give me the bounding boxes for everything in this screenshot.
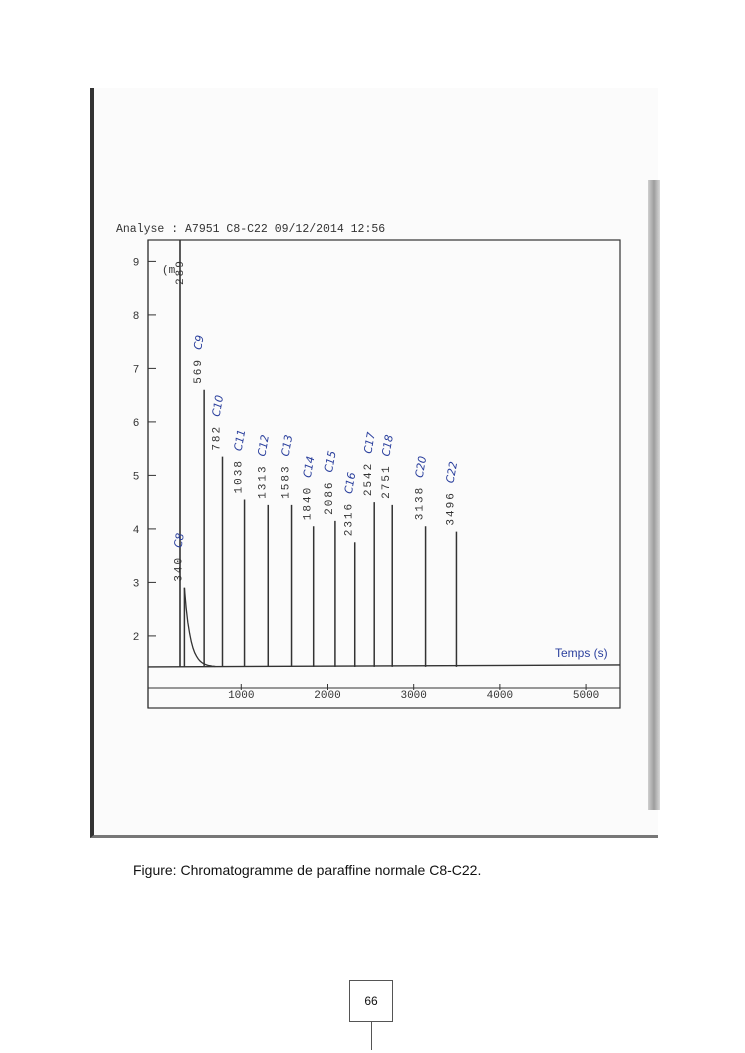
y-tick-label: 3 xyxy=(132,578,140,591)
compound-label: C14 xyxy=(300,455,318,479)
chart-title: Analyse : A7951 C8-C22 09/12/2014 12:56 xyxy=(116,223,386,236)
solvent-peak-label: 289 xyxy=(175,259,187,285)
x-tick-label: 1000 xyxy=(228,690,255,702)
x-tick-label: 3000 xyxy=(400,690,427,702)
page-number: 66 xyxy=(349,980,393,1022)
compound-label: C9 xyxy=(191,334,207,351)
y-tick-label: 4 xyxy=(132,524,140,537)
compound-label: C20 xyxy=(412,455,430,479)
compound-label: C16 xyxy=(341,471,359,495)
solvent-tail xyxy=(184,588,215,667)
x-tick-label: 4000 xyxy=(486,690,514,702)
compound-label: C12 xyxy=(255,433,272,458)
peak-label: 1840 xyxy=(302,485,315,521)
y-tick-label: 9 xyxy=(132,257,140,270)
compound-label: C13 xyxy=(278,433,296,458)
x-axis-label: Temps (s) xyxy=(555,646,608,660)
peak-label: 2542 xyxy=(363,461,376,497)
peak-label: 1583 xyxy=(280,464,293,499)
y-axis xyxy=(133,240,156,708)
peak-label: 3138 xyxy=(414,485,427,521)
compound-label: C8 xyxy=(171,532,187,549)
y-tick-label: 8 xyxy=(132,310,140,323)
x-tick-label: 2000 xyxy=(314,690,341,702)
figure-caption: Figure: Chromatogramme de paraffine normale C8-C22. xyxy=(133,862,482,878)
page-number-stem xyxy=(371,1022,372,1050)
y-tick-label: 6 xyxy=(132,417,140,430)
y-tick-label: 7 xyxy=(132,364,140,377)
y-tick-label: 5 xyxy=(132,471,140,484)
peak-label: 2086 xyxy=(323,480,336,515)
x-axis xyxy=(148,684,620,702)
baseline xyxy=(148,665,620,667)
compound-label: C10 xyxy=(209,394,227,418)
x-tick-label: 5000 xyxy=(572,690,600,702)
peak-label: 1313 xyxy=(257,464,270,499)
peak-label: 569 xyxy=(193,357,206,384)
compound-label: C15 xyxy=(322,449,339,474)
compound-label: C18 xyxy=(379,433,396,458)
peak-label: 1038 xyxy=(233,459,246,494)
peak-label: 2751 xyxy=(381,464,394,499)
peak-label: 782 xyxy=(211,424,224,451)
y-unit-marker: (m xyxy=(162,265,176,277)
peak-label: 2316 xyxy=(343,501,356,537)
compound-label: C11 xyxy=(231,428,249,452)
compound-label: C22 xyxy=(443,460,461,485)
peak-label: 340 xyxy=(173,555,186,582)
peak-label: 3496 xyxy=(445,491,458,526)
y-tick-label: 2 xyxy=(132,631,140,644)
compound-label: C17 xyxy=(361,431,378,455)
peak-labels xyxy=(173,259,457,582)
